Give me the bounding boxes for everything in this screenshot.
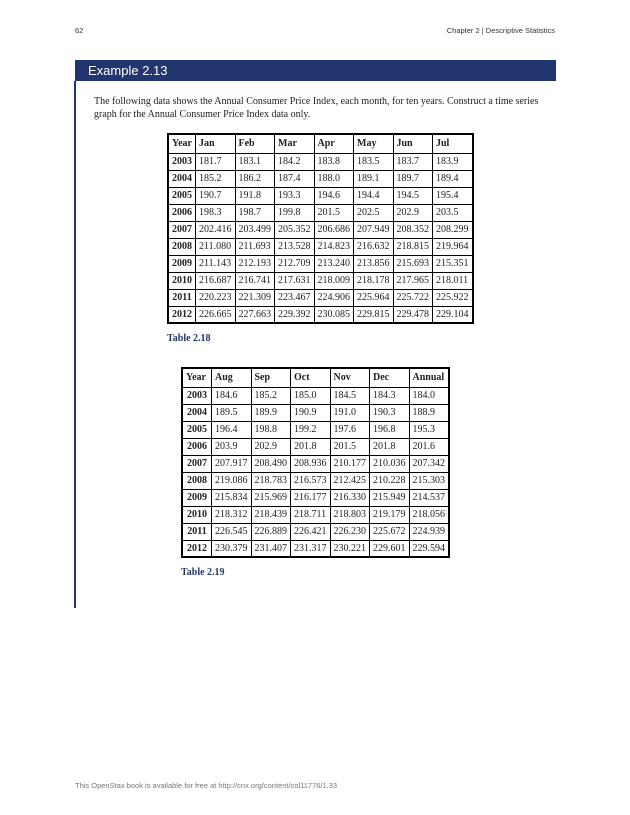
value-cell: 219.086 xyxy=(212,472,252,489)
table-row xyxy=(168,238,473,255)
year-cell: 2006 xyxy=(182,438,212,455)
value-cell: 190.7 xyxy=(196,187,236,204)
table-row xyxy=(182,506,449,523)
year-cell: 2008 xyxy=(168,238,196,255)
year-cell: 2005 xyxy=(168,187,196,204)
value-cell: 226.421 xyxy=(291,523,331,540)
value-cell: 201.5 xyxy=(314,204,354,221)
value-cell: 226.665 xyxy=(196,306,236,323)
value-cell: 189.7 xyxy=(393,170,433,187)
value-cell: 185.2 xyxy=(196,170,236,187)
value-cell: 215.969 xyxy=(251,489,291,506)
value-cell: 210.177 xyxy=(330,455,370,472)
year-cell: 2010 xyxy=(182,506,212,523)
value-cell: 189.1 xyxy=(354,170,394,187)
value-cell: 203.5 xyxy=(433,204,473,221)
cpi-table-jan-jul xyxy=(167,133,474,324)
table-row xyxy=(168,170,473,187)
value-cell: 210.228 xyxy=(370,472,410,489)
cpi-table-aug-annual xyxy=(181,367,450,558)
year-cell: 2009 xyxy=(168,255,196,272)
year-cell: 2003 xyxy=(182,387,212,404)
page-number: 62 xyxy=(75,26,84,35)
value-cell: 216.687 xyxy=(196,272,236,289)
table-caption: Table 2.18 xyxy=(167,333,211,344)
column-header: Sep xyxy=(251,368,291,387)
value-cell: 202.416 xyxy=(196,221,236,238)
value-cell: 207.917 xyxy=(212,455,252,472)
value-cell: 189.9 xyxy=(251,404,291,421)
value-cell: 202.5 xyxy=(354,204,394,221)
value-cell: 205.352 xyxy=(275,221,315,238)
value-cell: 218.711 xyxy=(291,506,331,523)
value-cell: 189.5 xyxy=(212,404,252,421)
value-cell: 201.5 xyxy=(330,438,370,455)
value-cell: 211.080 xyxy=(196,238,236,255)
column-header: Jul xyxy=(433,134,473,153)
table-row xyxy=(182,455,449,472)
value-cell: 194.6 xyxy=(314,187,354,204)
example-intro-text: The following data shows the Annual Consumer Price Index, each month, for ten years. Construct a time series graph for the Annual Consumer Price Index data only. xyxy=(94,96,539,120)
value-cell: 229.601 xyxy=(370,540,410,557)
value-cell: 183.8 xyxy=(314,153,354,170)
value-cell: 212.709 xyxy=(275,255,315,272)
value-cell: 201.8 xyxy=(291,438,331,455)
year-cell: 2007 xyxy=(168,221,196,238)
year-cell: 2007 xyxy=(182,455,212,472)
value-cell: 194.4 xyxy=(354,187,394,204)
table-body xyxy=(182,387,449,557)
table-row xyxy=(168,221,473,238)
column-header: Apr xyxy=(314,134,354,153)
table-row xyxy=(182,404,449,421)
column-header: Annual xyxy=(409,368,449,387)
value-cell: 183.5 xyxy=(354,153,394,170)
value-cell: 206.686 xyxy=(314,221,354,238)
value-cell: 203.499 xyxy=(235,221,275,238)
year-cell: 2010 xyxy=(168,272,196,289)
value-cell: 214.823 xyxy=(314,238,354,255)
value-cell: 189.4 xyxy=(433,170,473,187)
value-cell: 208.936 xyxy=(291,455,331,472)
value-cell: 183.7 xyxy=(393,153,433,170)
value-cell: 225.922 xyxy=(433,289,473,306)
table-row xyxy=(182,489,449,506)
value-cell: 198.8 xyxy=(251,421,291,438)
value-cell: 226.545 xyxy=(212,523,252,540)
value-cell: 191.0 xyxy=(330,404,370,421)
value-cell: 218.783 xyxy=(251,472,291,489)
table-header xyxy=(182,368,449,387)
value-cell: 218.178 xyxy=(354,272,394,289)
value-cell: 215.949 xyxy=(370,489,410,506)
year-cell: 2006 xyxy=(168,204,196,221)
table-row xyxy=(182,472,449,489)
value-cell: 229.104 xyxy=(433,306,473,323)
value-cell: 210.036 xyxy=(370,455,410,472)
value-cell: 184.6 xyxy=(212,387,252,404)
value-cell: 184.0 xyxy=(409,387,449,404)
value-cell: 226.889 xyxy=(251,523,291,540)
value-cell: 231.317 xyxy=(291,540,331,557)
column-header: Mar xyxy=(275,134,315,153)
value-cell: 202.9 xyxy=(251,438,291,455)
value-cell: 218.312 xyxy=(212,506,252,523)
table-row xyxy=(168,289,473,306)
value-cell: 196.8 xyxy=(370,421,410,438)
value-cell: 218.011 xyxy=(433,272,473,289)
value-cell: 218.815 xyxy=(393,238,433,255)
year-cell: 2004 xyxy=(168,170,196,187)
value-cell: 224.906 xyxy=(314,289,354,306)
value-cell: 227.663 xyxy=(235,306,275,323)
value-cell: 223.467 xyxy=(275,289,315,306)
value-cell: 217.965 xyxy=(393,272,433,289)
value-cell: 229.594 xyxy=(409,540,449,557)
value-cell: 201.8 xyxy=(370,438,410,455)
value-cell: 216.741 xyxy=(235,272,275,289)
column-header: Nov xyxy=(330,368,370,387)
table-row xyxy=(182,540,449,557)
value-cell: 216.573 xyxy=(291,472,331,489)
value-cell: 218.009 xyxy=(314,272,354,289)
value-cell: 224.939 xyxy=(409,523,449,540)
value-cell: 212.425 xyxy=(330,472,370,489)
value-cell: 194.5 xyxy=(393,187,433,204)
table-row xyxy=(168,187,473,204)
value-cell: 215.834 xyxy=(212,489,252,506)
table-row xyxy=(182,438,449,455)
table-row xyxy=(182,387,449,404)
value-cell: 230.085 xyxy=(314,306,354,323)
year-cell: 2005 xyxy=(182,421,212,438)
value-cell: 225.722 xyxy=(393,289,433,306)
year-cell: 2012 xyxy=(168,306,196,323)
value-cell: 219.964 xyxy=(433,238,473,255)
value-cell: 213.240 xyxy=(314,255,354,272)
value-cell: 220.223 xyxy=(196,289,236,306)
value-cell: 213.856 xyxy=(354,255,394,272)
column-header: Aug xyxy=(212,368,252,387)
value-cell: 207.949 xyxy=(354,221,394,238)
year-cell: 2012 xyxy=(182,540,212,557)
value-cell: 218.439 xyxy=(251,506,291,523)
value-cell: 183.9 xyxy=(433,153,473,170)
value-cell: 193.3 xyxy=(275,187,315,204)
value-cell: 202.9 xyxy=(393,204,433,221)
value-cell: 186.2 xyxy=(235,170,275,187)
value-cell: 218.056 xyxy=(409,506,449,523)
header-row xyxy=(168,134,473,153)
year-cell: 2004 xyxy=(182,404,212,421)
value-cell: 188.9 xyxy=(409,404,449,421)
value-cell: 199.2 xyxy=(291,421,331,438)
value-cell: 215.303 xyxy=(409,472,449,489)
table-row xyxy=(168,204,473,221)
value-cell: 214.537 xyxy=(409,489,449,506)
chapter-header: Chapter 2 | Descriptive Statistics xyxy=(446,26,555,35)
table-row xyxy=(168,306,473,323)
value-cell: 211.693 xyxy=(235,238,275,255)
value-cell: 216.177 xyxy=(291,489,331,506)
value-cell: 221.309 xyxy=(235,289,275,306)
value-cell: 203.9 xyxy=(212,438,252,455)
value-cell: 185.2 xyxy=(251,387,291,404)
value-cell: 212.193 xyxy=(235,255,275,272)
value-cell: 195.4 xyxy=(433,187,473,204)
value-cell: 208.299 xyxy=(433,221,473,238)
value-cell: 187.4 xyxy=(275,170,315,187)
value-cell: 184.5 xyxy=(330,387,370,404)
value-cell: 230.221 xyxy=(330,540,370,557)
column-header: Feb xyxy=(235,134,275,153)
table-row xyxy=(168,272,473,289)
header-row xyxy=(182,368,449,387)
footer-availability: This OpenStax book is available for free at http://cnx.org/content/col11776/1.33 xyxy=(75,781,338,790)
value-cell: 229.392 xyxy=(275,306,315,323)
value-cell: 229.815 xyxy=(354,306,394,323)
value-cell: 198.3 xyxy=(196,204,236,221)
year-cell: 2009 xyxy=(182,489,212,506)
value-cell: 225.964 xyxy=(354,289,394,306)
year-cell: 2011 xyxy=(182,523,212,540)
value-cell: 231.407 xyxy=(251,540,291,557)
value-cell: 225.672 xyxy=(370,523,410,540)
value-cell: 185.0 xyxy=(291,387,331,404)
column-header: Dec xyxy=(370,368,410,387)
column-header: May xyxy=(354,134,394,153)
value-cell: 226.230 xyxy=(330,523,370,540)
value-cell: 188.0 xyxy=(314,170,354,187)
value-cell: 181.7 xyxy=(196,153,236,170)
column-header: Jan xyxy=(196,134,236,153)
value-cell: 196.4 xyxy=(212,421,252,438)
value-cell: 230.379 xyxy=(212,540,252,557)
value-cell: 217.631 xyxy=(275,272,315,289)
value-cell: 207.342 xyxy=(409,455,449,472)
value-cell: 219.179 xyxy=(370,506,410,523)
value-cell: 198.7 xyxy=(235,204,275,221)
column-header: Year xyxy=(182,368,212,387)
value-cell: 208.490 xyxy=(251,455,291,472)
year-cell: 2008 xyxy=(182,472,212,489)
value-cell: 216.632 xyxy=(354,238,394,255)
value-cell: 197.6 xyxy=(330,421,370,438)
value-cell: 195.3 xyxy=(409,421,449,438)
value-cell: 184.2 xyxy=(275,153,315,170)
value-cell: 191.8 xyxy=(235,187,275,204)
column-header: Year xyxy=(168,134,196,153)
table-caption: Table 2.19 xyxy=(181,567,225,578)
table-row xyxy=(168,255,473,272)
table-header xyxy=(168,134,473,153)
value-cell: 190.9 xyxy=(291,404,331,421)
value-cell: 183.1 xyxy=(235,153,275,170)
year-cell: 2003 xyxy=(168,153,196,170)
value-cell: 211.143 xyxy=(196,255,236,272)
table-row xyxy=(182,523,449,540)
year-cell: 2011 xyxy=(168,289,196,306)
value-cell: 199.8 xyxy=(275,204,315,221)
value-cell: 216.330 xyxy=(330,489,370,506)
value-cell: 208.352 xyxy=(393,221,433,238)
column-header: Oct xyxy=(291,368,331,387)
example-side-rule xyxy=(74,81,76,608)
value-cell: 190.3 xyxy=(370,404,410,421)
value-cell: 218.803 xyxy=(330,506,370,523)
value-cell: 229.478 xyxy=(393,306,433,323)
value-cell: 215.693 xyxy=(393,255,433,272)
value-cell: 215.351 xyxy=(433,255,473,272)
example-title-banner: Example 2.13 xyxy=(75,60,556,81)
value-cell: 184.3 xyxy=(370,387,410,404)
column-header: Jun xyxy=(393,134,433,153)
value-cell: 201.6 xyxy=(409,438,449,455)
value-cell: 213.528 xyxy=(275,238,315,255)
table-body xyxy=(168,153,473,323)
table-row xyxy=(168,153,473,170)
table-row xyxy=(182,421,449,438)
